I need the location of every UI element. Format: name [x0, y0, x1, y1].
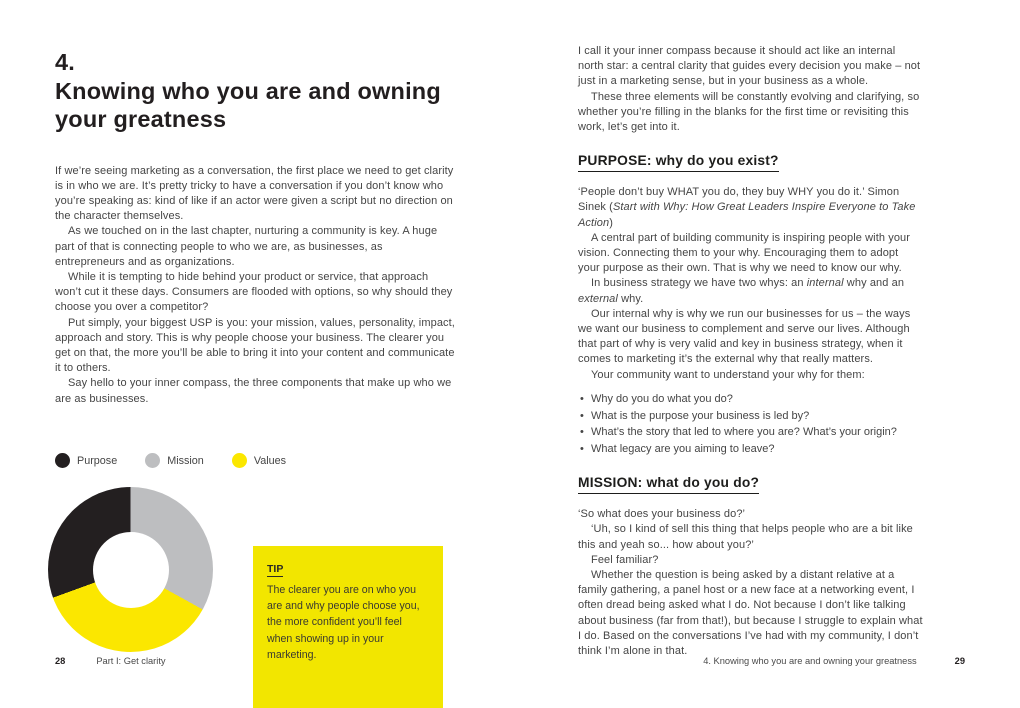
list-item: • What’s the story that led to where you are? What’s your origin?	[578, 425, 923, 440]
legend-label: Purpose	[77, 454, 118, 467]
tip-label: TIP	[267, 563, 284, 575]
quote-text: ‘People don’t buy WHAT you do, they buy WHY you do it.’ Simon Sinek (	[578, 186, 900, 214]
legend-item-purpose	[55, 453, 117, 468]
purpose-quote-paragraph	[578, 185, 923, 231]
body-paragraph: While it is tempting to hide behind your product or service, that approach won’t cut it these days. Consumers are flooded with options, so why should they choose you over a competitor?	[55, 270, 453, 314]
body-paragraph: Whether the question is being asked by a distant relative at a family gathering, a panel host or a new face at a networking event, I often dread being asked what I do. Not because I don’t like talking about business (far from that!), but because I struggle to explain what I do. Based on the conversations I’ve had with my community, I don’t think I’m alone in that.	[578, 568, 923, 657]
chapter-title	[55, 48, 455, 134]
chapter-number: 4.	[55, 49, 75, 75]
mission-heading-wrap	[578, 474, 923, 494]
right-page-column	[578, 44, 923, 659]
whys-text: In business strategy we have two whys: an	[591, 277, 807, 290]
page-number-right: 29	[954, 656, 965, 666]
whys-text: why and an	[843, 277, 905, 290]
chapter-title-text: Knowing who you are and owning your greatness	[55, 77, 441, 132]
external-why-italic: external	[578, 292, 618, 305]
legend-dot-values-icon	[232, 453, 247, 468]
body-paragraph: I call it your inner compass because it should act like an internal north star: a central clarity that guides every decision you make – not just in a marketing sense, but in your business as a whole.	[578, 45, 921, 88]
tip-box	[253, 546, 443, 708]
list-item: • What legacy are you aiming to leave?	[578, 442, 923, 457]
right-page-footer	[703, 656, 965, 666]
book-title-italic: Start with Why: How Great Leaders Inspire Everyone to Take Action	[578, 201, 916, 229]
list-item: • What is the purpose your business is led by?	[578, 409, 923, 424]
body-paragraph: As we touched on in the last chapter, nurturing a community is key. A huge part of that is connecting people to who we are, as businesses, as entrepreneurs and as organizations.	[55, 225, 438, 268]
body-paragraph: ‘So what does your business do?’	[578, 508, 746, 521]
tip-text: The clearer you are on who you are and why people choose you, the more confident you’ll feel when showing up in your marketing.	[267, 584, 420, 661]
two-whys-paragraph	[578, 276, 923, 306]
footer-section-title: Part I: Get clarity	[96, 656, 166, 666]
purpose-bullet-list	[578, 392, 923, 457]
body-paragraph: Put simply, your biggest USP is you: your mission, values, personality, impact, approach and story. This is why people choose your business. The clearer you get on that, the more you’ll be able to bring it into your content and communicate it to others.	[55, 316, 455, 375]
donut-chart	[48, 487, 213, 652]
body-paragraph: Feel familiar?	[591, 553, 659, 566]
list-item: • Why do you do what you do?	[578, 392, 923, 407]
quote-close: )	[609, 216, 613, 229]
chart-legend	[55, 453, 286, 468]
legend-dot-mission-icon	[145, 453, 160, 468]
body-paragraph: Your community want to understand your why for them:	[591, 368, 865, 381]
body-paragraph: Our internal why is why we run our businesses for us – the ways we want our business to complement and serve our lives. Although that part of why is very valid and key in business strategy, when it comes to marketing it’s the external why that really matters.	[578, 307, 911, 366]
body-paragraph: ‘Uh, so I kind of sell this thing that helps people who are a bit like this and yeah so... how about you?’	[578, 523, 913, 551]
purpose-heading-wrap	[578, 152, 923, 172]
body-paragraph: If we’re seeing marketing as a conversation, the first place we need to get clarity is in who we are. It’s pretty tricky to have a conversation if you don’t know who you’re speaking as: kind of like if an actor were given a script but no direction on the character themselves.	[55, 164, 454, 223]
body-paragraph: Say hello to your inner compass, the three components that make up who we are as businesses.	[55, 377, 452, 405]
page-number-left: 28	[55, 656, 66, 666]
mission-section-heading: MISSION: what do you do?	[578, 475, 759, 494]
left-page-column	[55, 48, 455, 407]
left-page-footer	[55, 656, 166, 666]
legend-item-mission	[145, 453, 204, 468]
whys-text: why.	[617, 292, 644, 305]
footer-chapter-title: 4. Knowing who you are and owning your greatness	[703, 656, 917, 666]
legend-dot-purpose-icon	[55, 453, 70, 468]
internal-why-italic: internal	[806, 277, 844, 290]
left-body-text	[55, 164, 455, 407]
body-paragraph: A central part of building community is inspiring people with your vision. Connecting them to your why. Encouraging them to adopt your purpose as their own. That is why we need to know our why.	[578, 231, 911, 275]
legend-label: Values	[253, 454, 287, 467]
purpose-section-heading: PURPOSE: why do you exist?	[578, 153, 779, 172]
legend-item-values	[232, 453, 286, 468]
body-paragraph: These three elements will be constantly evolving and clarifying, so whether you’re filling in the blanks for the first time or revisiting this work, let’s get into it.	[578, 90, 920, 134]
legend-label: Mission	[167, 454, 204, 467]
donut-chart-hole	[93, 532, 169, 608]
